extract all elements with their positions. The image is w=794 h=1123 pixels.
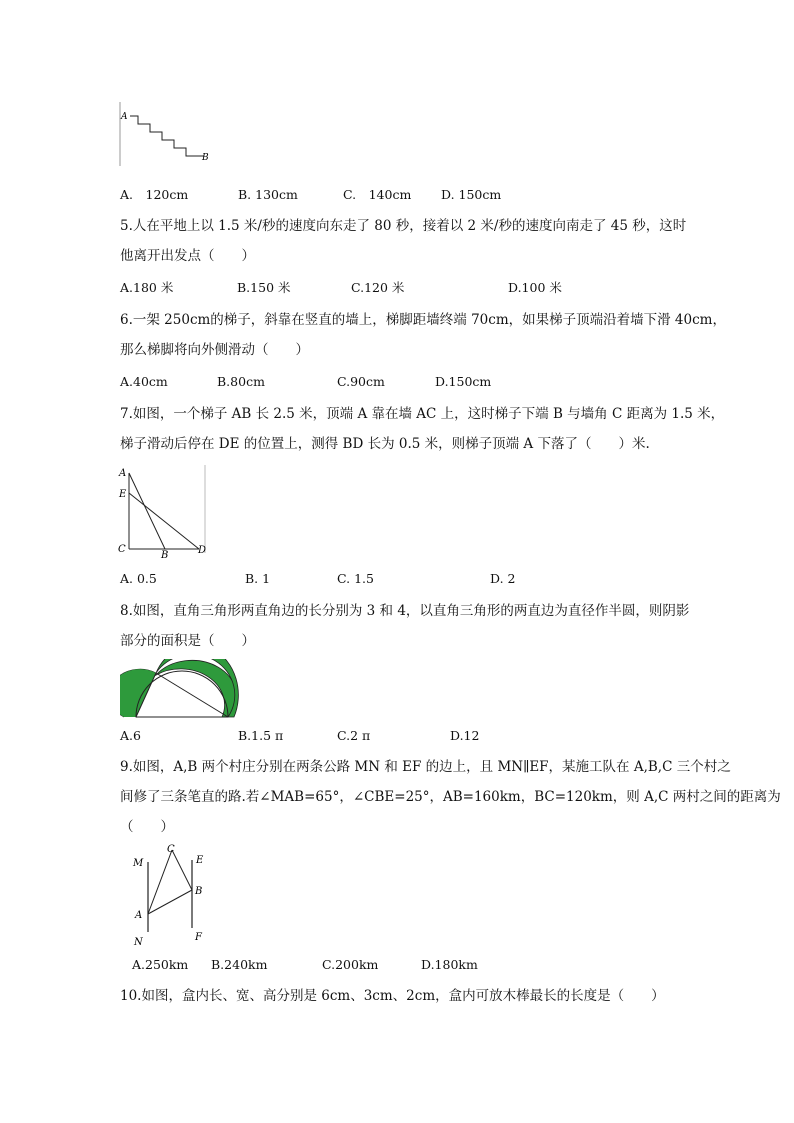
q9-option-b[interactable]: B.240km	[211, 957, 268, 972]
point-label-a: A	[121, 112, 128, 122]
q6-text-line1: 6.一架 250cm的梯子，斜靠在竖直的墙上，梯脚距墙终端 70cm，如果梯子顶端沿着墙下滑 40cm，	[120, 312, 726, 328]
q7-text-line2: 梯子滑动后停在 DE 的位置上，测得 BD 长为 0.5 米，则梯子顶端 A 下落了（ ）米.	[120, 436, 650, 452]
q6-text-line2: 那么梯脚将向外侧滑动（ ）	[120, 342, 309, 358]
q7-option-a[interactable]: A. 0.5	[120, 571, 157, 586]
q7-option-d[interactable]: D. 2	[490, 571, 516, 586]
ladder-figure	[117, 463, 211, 559]
point-label-e: E	[196, 855, 204, 866]
point-label-d: D	[198, 545, 207, 556]
q4-option-b[interactable]: B. 130cm	[238, 187, 298, 202]
q9-option-c[interactable]: C.200km	[322, 957, 379, 972]
point-label-f: F	[195, 932, 202, 943]
point-label-m: M	[133, 858, 144, 869]
q5-text-line1: 5.人在平地上以 1.5 米/秒的速度向东走了 80 秒，接着以 2 米/秒的速度向南走了 45 秒，这时	[120, 218, 687, 234]
point-label-c: C	[167, 844, 175, 855]
q4-option-c[interactable]: C. 140cm	[343, 187, 412, 202]
q9-text-line3: （ ）	[120, 819, 174, 835]
q9-text-line2: 间修了三条笔直的路.若∠MAB=65°，∠CBE=25°，AB=160km，BC=120km，则 A,C 两村之间的距离为	[120, 789, 781, 805]
q8-option-c[interactable]: C.2 π	[337, 728, 371, 743]
q9-option-a[interactable]: A.250km	[132, 957, 189, 972]
semicircle-figure	[120, 659, 240, 721]
point-label-b: B	[161, 550, 169, 559]
point-label-a: A	[119, 468, 127, 479]
q7-option-c[interactable]: C. 1.5	[337, 571, 374, 586]
point-label-a: A	[135, 910, 143, 921]
q5-option-c[interactable]: C.120 米	[351, 280, 405, 295]
q10-text-line1: 10.如图，盒内长、宽、高分别是 6cm、3cm、2cm，盒内可放木棒最长的长度是（ ）	[120, 988, 665, 1004]
q8-option-a[interactable]: A.6	[120, 728, 141, 743]
village-roads-figure	[128, 840, 212, 950]
point-label-b: B	[195, 886, 203, 897]
q5-option-a[interactable]: A.180 米	[120, 280, 174, 295]
q7-text-line1: 7.如图，一个梯子 AB 长 2.5 米，顶端 A 靠在墙 AC 上，这时梯子下端 B 与墙角 C 距离为 1.5 米，	[120, 406, 725, 422]
q5-option-d[interactable]: D.100 米	[508, 280, 562, 295]
q8-text-line1: 8.如图，直角三角形两直角边的长分别为 3 和 4，以直角三角形的两直边为直径作半圆，则阴影	[120, 603, 690, 619]
staircase-figure	[118, 100, 218, 168]
q4-option-d[interactable]: D. 150cm	[441, 187, 502, 202]
q9-option-d[interactable]: D.180km	[421, 957, 478, 972]
q7-option-b[interactable]: B. 1	[245, 571, 271, 586]
q9-text-line1: 9.如图，A,B 两个村庄分别在两条公路 MN 和 EF 的边上，且 MN∥EF，某施工队在 A,B,C 三个村之	[120, 759, 731, 775]
point-label-c: C	[118, 544, 126, 555]
point-label-n: N	[134, 937, 143, 948]
q5-option-b[interactable]: B.150 米	[237, 280, 291, 295]
point-label-b: B	[202, 153, 209, 163]
q8-option-b[interactable]: B.1.5 π	[238, 728, 284, 743]
q6-option-b[interactable]: B.80cm	[217, 374, 265, 389]
q5-text-line2: 他离开出发点（ ）	[120, 248, 255, 264]
point-label-e: E	[119, 489, 127, 500]
q6-option-d[interactable]: D.150cm	[435, 374, 492, 389]
q8-option-d[interactable]: D.12	[450, 728, 480, 743]
q4-option-a[interactable]: A. 120cm	[120, 187, 189, 202]
q8-text-line2: 部分的面积是（ ）	[120, 633, 255, 649]
q6-option-c[interactable]: C.90cm	[337, 374, 385, 389]
q6-option-a[interactable]: A.40cm	[120, 374, 168, 389]
